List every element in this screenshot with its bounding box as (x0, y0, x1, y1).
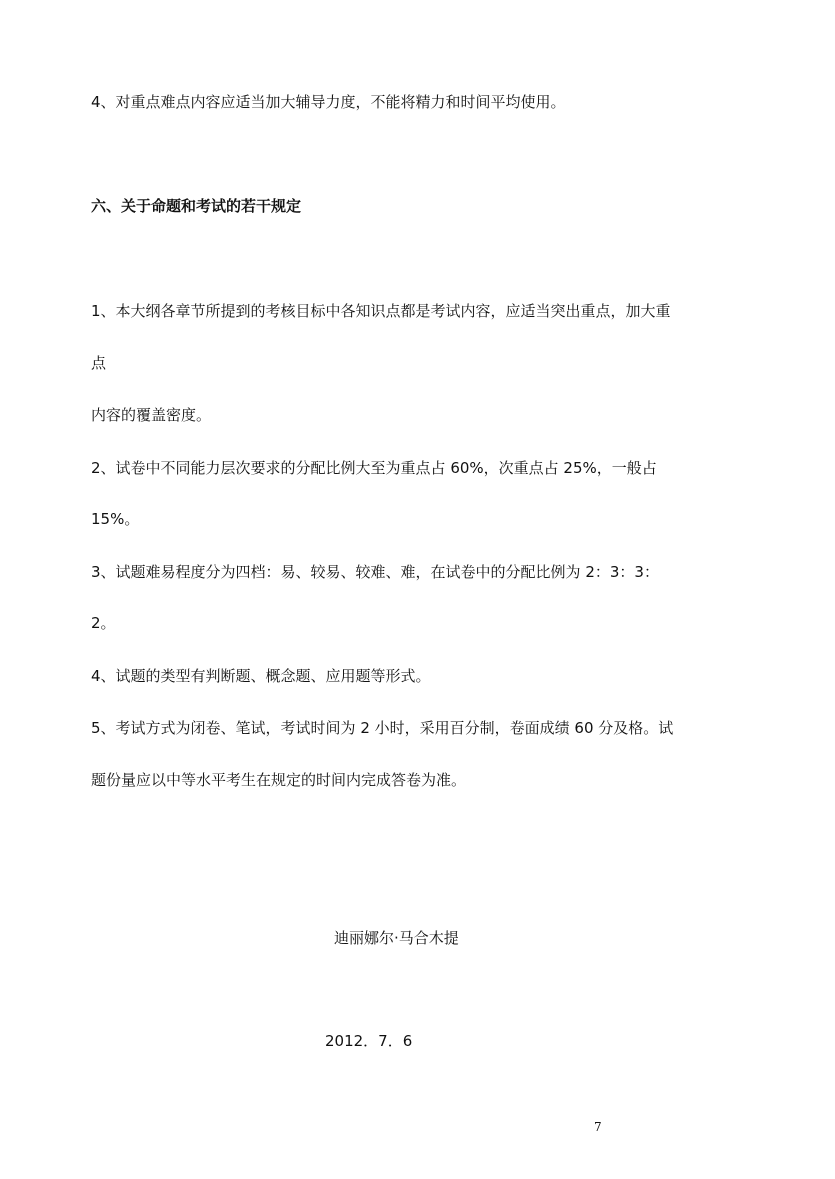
section-heading: 六、关于命题和考试的若干规定 (91, 197, 302, 215)
list-item-line: 5、考试方式为闭卷、笔试，考试时间为 2 小时，采用百分制，卷面成绩 60 分及格。试 (91, 719, 674, 737)
list-item-line: 2。 (91, 614, 116, 632)
list-item-line: 4、试题的类型有判断题、概念题、应用题等形式。 (91, 667, 431, 685)
paragraph-intro: 4、对重点难点内容应适当加大辅导力度，不能将精力和时间平均使用。 (91, 93, 566, 111)
list-item-line: 3、试题难易程度分为四档：易、较易、较难、难，在试卷中的分配比例为 2：3：3： (91, 563, 659, 581)
signature-name: 迪丽娜尔·马合木提 (334, 929, 459, 947)
list-item-line: 2、试卷中不同能力层次要求的分配比例大至为重点占 60%，次重点占 25%，一般占 (91, 459, 657, 477)
list-item-line: 题份量应以中等水平考生在规定的时间内完成答卷为准。 (91, 771, 467, 789)
list-item-line: 1、本大纲各章节所提到的考核目标中各知识点都是考试内容，应适当突出重点，加大重 (91, 302, 671, 320)
list-item-line: 15%。 (91, 510, 140, 528)
signature-date: 2012．7．6 (325, 1032, 413, 1050)
page-number: 7 (594, 1120, 602, 1134)
list-item-line: 点 (91, 354, 107, 372)
list-item-line: 内容的覆盖密度。 (91, 406, 212, 424)
